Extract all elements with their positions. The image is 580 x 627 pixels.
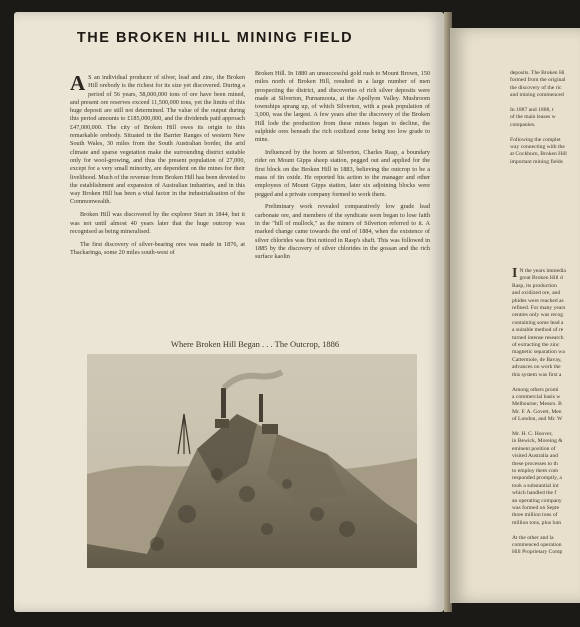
text-line: these processes to th	[512, 460, 558, 467]
text-line: and mining commenced	[510, 92, 564, 99]
right-page-top-text	[510, 70, 580, 166]
text-line: important mining fields	[510, 158, 563, 165]
text-line: Melbourne; Messrs. B	[512, 401, 562, 408]
text-line: this system was first a	[512, 371, 562, 378]
text-line: commenced operation	[512, 542, 562, 549]
paragraph: Preliminary work revealed comparatively low grade lead carbonate ore, and members of the syndicate soon began to lose faith in the "hill of mullock," as the miners of Silverton referred to it. A marked change came towards the end of 1884, when the existence of silver chlorides was first noticed in Rasp's shaft. This was followed in 1885 by the discovery of silver chlorides in the gossan and the rich surface kaolin	[255, 203, 430, 261]
text-line: Hill Proprietary Comp	[512, 549, 563, 556]
paragraph: Broken Hill. In 1880 an unsuccessful gold rush to Mount Brown, 150 miles north of Broken Hill, resulted in a large number of men prospecting the district, and discoveries of rich silver deposits were made at Silverton, Purnamoota, at the Apollyon Valley. Mushroom townships sprang up, of which Silverton, with a peak population of 3,000, was the largest. A few years after the discovery of the Broken Hill lode the production from these mines began to decline, the sulphide ores beneath the rich oxidized zone being too low grade to mine.	[255, 70, 430, 144]
text-line: at Cockburn, Broken Hill	[510, 151, 567, 158]
text-line: in Bewick, Moreing &	[512, 438, 563, 445]
text-line: great Broken Hill d	[519, 275, 563, 282]
text-line: of the main leases w	[510, 114, 556, 121]
outcrop-photo-image	[87, 354, 417, 568]
paragraph-text: S an individual producer of silver, lead and zinc, the Broken Hill orebody is the richest for its size yet discovered. During a period of 56 years, 58,000,000 tons of ore have been mined, and present ore reserves exceed 11,500,000 tons, yet the limits of this huge deposit are still not determined. The value of the output during this period amounts to £185,000,000, and the dividends paid approach £47,000,000. The city of Broken Hill owes its origin to this remarkable orebody. Situated in the Barrier Ranges of western New South Wales, 30 miles from the South Australian border, the arid climate and sparse vegetation make the surrounding district suitable only for wool-growing, and thus the present population of 27,000, except for a very small minority, are dependent on the mines for their livelihood. Much of the revenue from Broken Hill has been devoted to the establishment and expansion of Australian industries, and in this way Broken Hill has been a vital factor in the industrialisation of the Commonwealth.	[70, 74, 245, 206]
text-line: magnetic separation wa	[512, 349, 565, 356]
text-line: Following the complet	[510, 136, 561, 143]
text-line: way connecting with the	[510, 144, 565, 151]
text-line: was formed on Septe	[512, 505, 560, 511]
text-line	[510, 100, 580, 107]
text-line	[512, 527, 580, 534]
text-line: Cattermole, de Bavay,	[512, 356, 562, 363]
text-line: Mr. H. C. Hoover,	[512, 430, 553, 437]
text-line: N the years immedia	[519, 268, 566, 274]
text-line: Mr. F. A. Govett, Men	[512, 408, 562, 415]
text-line: a commercial basis w	[512, 393, 561, 400]
text-line: formed from the original	[510, 77, 566, 84]
text-line: Rasp, its production	[512, 282, 557, 289]
text-line: deposits. The Broken Hi	[510, 70, 565, 76]
text-line: responded promptly, a	[512, 475, 562, 482]
text-line: three million tons of	[512, 512, 558, 519]
text-line: of extracting the zinc	[512, 342, 560, 349]
outcrop-photograph	[87, 354, 417, 568]
text-line: and oxidized ore, and	[512, 290, 561, 297]
text-line: phides were reached as	[512, 297, 564, 304]
text-line: turned intense research	[512, 334, 564, 341]
text-line: centres only was recog	[512, 312, 564, 319]
text-line: took a substantial int	[512, 482, 559, 489]
paragraph: The first discovery of silver-bearing ores was made in 1876, at Thackaringa, some 20 miles south-west of	[70, 240, 245, 256]
paragraph: Broken Hill was discovered by the explorer Sturt in 1844, but it was not until almost 40 years later that the huge outcrop was recognised as being mineralised.	[70, 211, 245, 235]
paragraph	[70, 74, 245, 207]
right-page-lower-text	[512, 268, 580, 557]
page-title: THE BROKEN HILL MINING FIELD	[76, 30, 354, 46]
text-line: refined. For many years	[512, 305, 566, 312]
text-line: million tons, plus lum	[512, 519, 562, 526]
text-line: In 1887 and 1888, t	[510, 107, 554, 114]
right-page-lines	[512, 268, 580, 557]
text-line: containing some lead a	[512, 319, 564, 326]
paragraph: Influenced by the boom at Silverton, Charles Rasp, a boundary rider on Mount Gipps sheep station, pegged out and applied for the first block on the Broken Hill in 1883, believing the outcrop to be a mass of tin oxide. He reported his action to the manager and other employees of Mount Gipps station, later six adjoining blocks were pegged and a private company formed to work them.	[255, 149, 430, 198]
text-line: eminent position of	[512, 445, 556, 452]
text-line: an operating company	[512, 497, 562, 504]
drop-cap: A	[70, 74, 86, 95]
text-line: the discovery of the ric	[510, 84, 562, 91]
article-column-right	[255, 70, 430, 346]
photo-caption: Where Broken Hill Began . . . The Outcrop, 1886	[170, 339, 340, 349]
text-line: companies.	[510, 121, 536, 128]
text-line	[512, 424, 580, 431]
text-line: of London, and Mr. W	[512, 416, 563, 423]
text-line: to employ them com	[512, 467, 559, 474]
text-line: visited Australia and	[512, 453, 558, 460]
drop-cap: I	[512, 268, 518, 281]
text-line: a suitable method of re	[512, 327, 564, 334]
text-line	[510, 129, 580, 136]
text-line: advances on work the	[512, 364, 561, 371]
text-line: Among others promi	[512, 386, 559, 393]
text-line: which handled the f	[512, 490, 557, 497]
text-line: At the other and la	[512, 534, 554, 541]
text-line	[512, 379, 580, 386]
article-column-left	[70, 74, 245, 346]
